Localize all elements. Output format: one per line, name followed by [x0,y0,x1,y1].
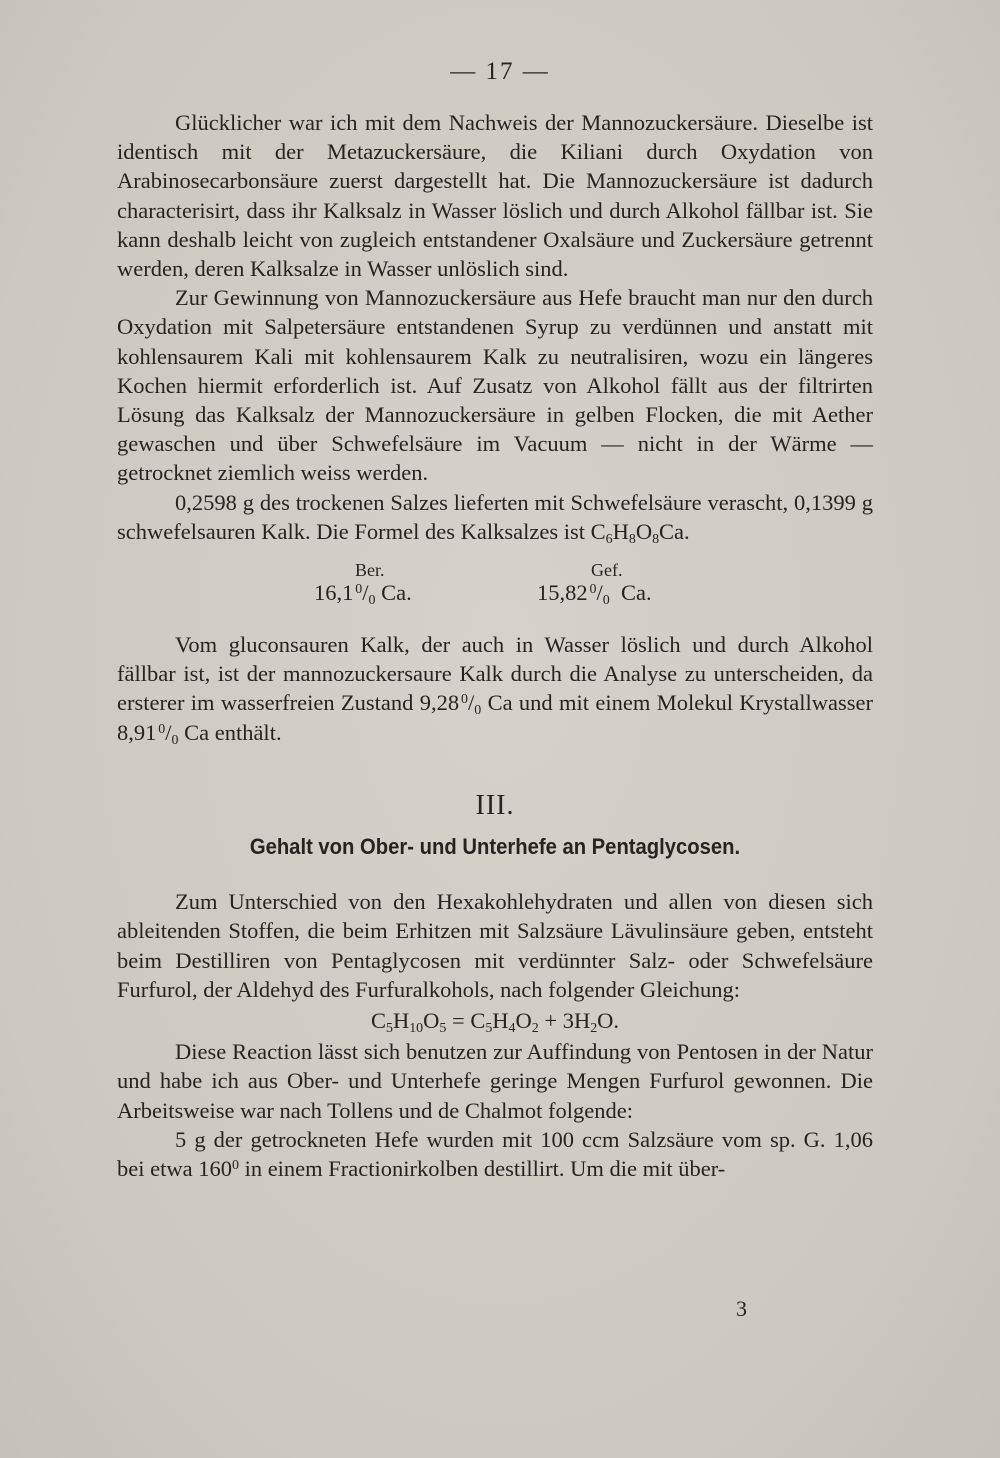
paragraph: Zum Unterschied von den Hexakohlehydraten und allen von diesen sich ableitenden Stoffen, die beim Erhitzen mit Salzsäure Lävulinsäure geben, entsteht beim Destilliren von Pentaglycosen mit verdünnter Salz- oder Schwefelsäure Furfurol, der Aldehyd des Furfuralkohols, nach folgender Gleichung: [117,889,873,1002]
paragraph: 5 g der getrockneten Hefe wurden mit 100 ccm Salzsäure vom sp. G. 1,06 bei etwa $160^0$ in einem Fractionirkolben destillirt. Um die mit über- [117,1126,873,1182]
analysis-table [117,556,873,616]
gef-value: 15,82 $^0/_0$ Ca. [537,580,652,609]
section-heading: Gehalt von Ober- und Unterhefe an Pentaglycosen. [249,834,741,860]
paragraph: Vom gluconsauren Kalk, der auch in Wasser löslich und durch Alkohol fällbar ist, ist der mannozuckersaure Kalk durch die Analyse zu unterscheiden, da ersterer im wasserfreien Zustand 9,28 $^0/_0$ Ca und mit einem Molekul Krystallwasser 8,91 $^0/_0$ Ca enthält. [117,632,874,748]
signature-mark: 3 [736,1296,747,1321]
page-body [117,108,873,1183]
ber-label: Ber. [355,560,385,581]
gef-label: Gef. [591,560,623,581]
section-number: III. [475,789,515,821]
paragraph: Zur Gewinnung von Mannozuckersäure aus Hefe braucht man nur den durch Oxydation mit Salpetersäure entstandenen Syrup zu verdünnen und anstatt mit kohlensaurem Kali mit kohlensaurem Kalk zu neutralisiren, wozu ein längeres Kochen hiermit erforderlich ist. Auf Zusatz von Alkohol fällt aus der filtrirten Lösung das Kalksalz der Mannozuckersäure in gelben Flocken, die mit Aether gewaschen und über Schwefelsäure im Vacuum — nicht in der Wärme — getrocknet ziemlich weiss werden. [117,285,873,486]
paragraph: Diese Reaction lässt sich benutzen zur Auffindung von Pentosen in der Natur und habe ich aus Ober- und Unterhefe geringe Mengen Furfurol gewonnen. Die Arbeitsweise war nach Tollens und de Chalmot folgende: [117,1039,873,1123]
chemical-equation: $C_5H_{10}O_5 = C_5H_4O_2 + 3H_2O$. [370,1008,620,1037]
paragraph: Glücklicher war ich mit dem Nachweis der Mannozuckersäure. Dieselbe ist identisch mit der Metazuckersäure, die Kiliani durch Oxydation von Arabinosecarbonsäure zuerst dargestellt hat. Die Mannozuckersäure ist dadurch characterisirt, dass ihr Kalksalz in Wasser löslich und durch Alkohol fällbar ist. Sie kann deshalb leicht von zugleich entstandener Oxalsäure und Zuckersäure getrennt werden, deren Kalksalze in Wasser unlöslich sind. [117,110,873,282]
page-number: — 17 — [450,58,550,85]
ber-value: 16,1 $^0/_0$ Ca. [314,580,412,609]
paragraph: 0,2598 g des trockenen Salzes lieferten mit Schwefelsäure verascht, 0,1399 g schwefelsauren Kalk. Die Formel des Kalksalzes ist $C_6H_8O_8Ca$. [117,489,873,547]
